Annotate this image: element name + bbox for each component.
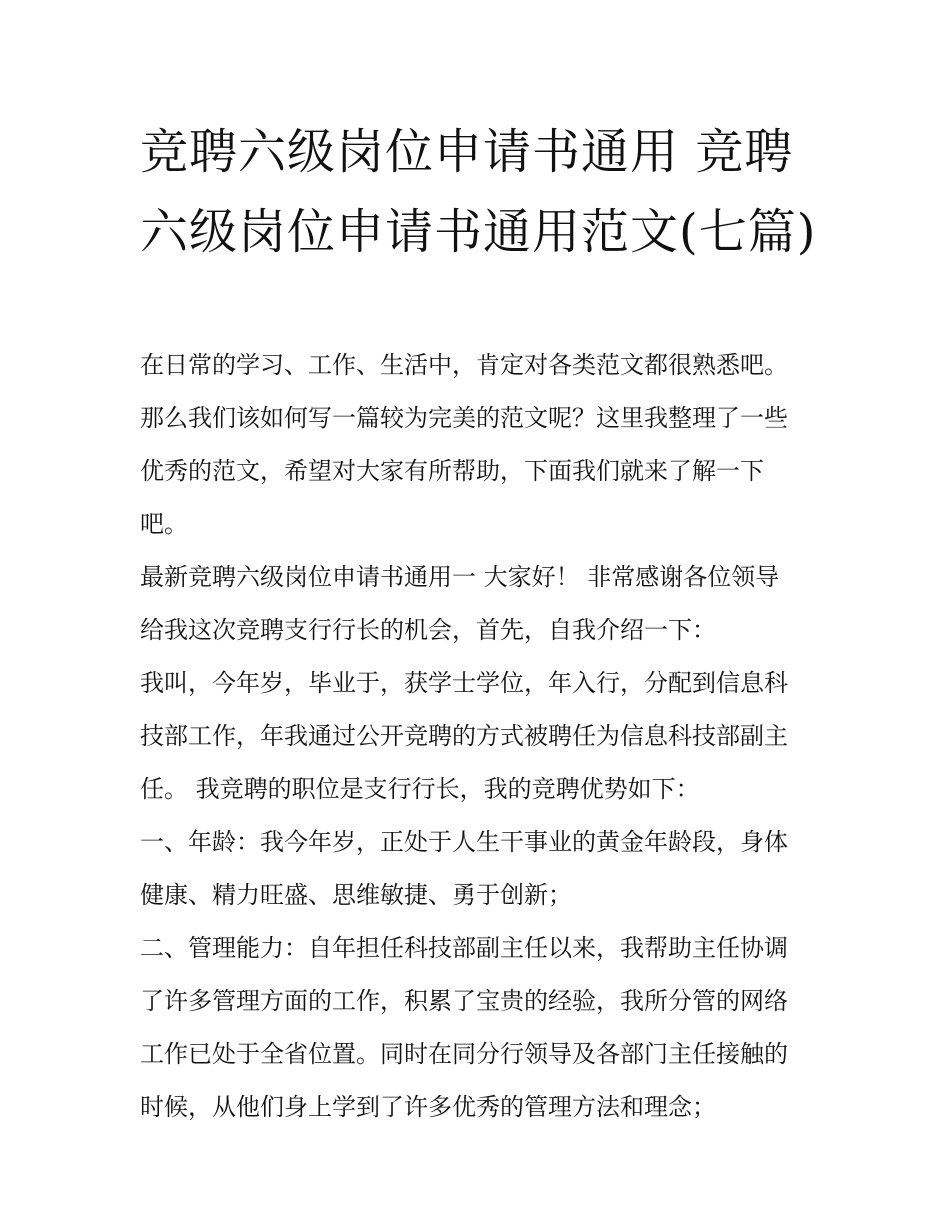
body-line: 技部工作，年我通过公开竞聘的方式被聘任为信息科技部副主: [140, 723, 788, 750]
body-line: 任。 我竞聘的职位是支行行长，我的竞聘优势如下：: [140, 776, 700, 803]
body-line: 了许多管理方面的工作，积累了宝贵的经验，我所分管的网络: [140, 988, 788, 1015]
body-line: 二、管理能力：自年担任科技部副主任以来，我帮助主任协调: [140, 935, 788, 962]
document-title: 竞聘六级岗位申请书通用 竞聘六级岗位申请书通用范文(七篇): [140, 124, 817, 260]
body-line: 那么我们该如何写一篇较为完美的范文呢？这里我整理了一些: [140, 405, 788, 432]
body-line: 最新竞聘六级岗位申请书通用一 大家好！ 非常感谢各位领导: [140, 564, 780, 591]
document-body: [140, 352, 820, 1147]
body-line: 工作已处于全省位置。同时在同分行领导及各部门主任接触的: [140, 1041, 788, 1068]
body-line: 给我这次竞聘支行行长的机会，首先，自我介绍一下：: [140, 617, 716, 644]
body-line: 优秀的范文，希望对大家有所帮助，下面我们就来了解一下: [140, 458, 764, 485]
body-line: 时候，从他们身上学到了许多优秀的管理方法和理念；: [140, 1094, 716, 1121]
body-line: 一、年龄：我今年岁，正处于人生干事业的黄金年龄段，身体: [140, 829, 788, 856]
body-line: 在日常的学习、工作、生活中，肯定对各类范文都很熟悉吧。: [140, 352, 788, 379]
body-line: 健康、精力旺盛、思维敏捷、勇于创新；: [140, 882, 572, 909]
body-line: 我叫，今年岁，毕业于，获学士学位，年入行，分配到信息科: [140, 670, 788, 697]
body-line: 吧。: [140, 511, 188, 538]
